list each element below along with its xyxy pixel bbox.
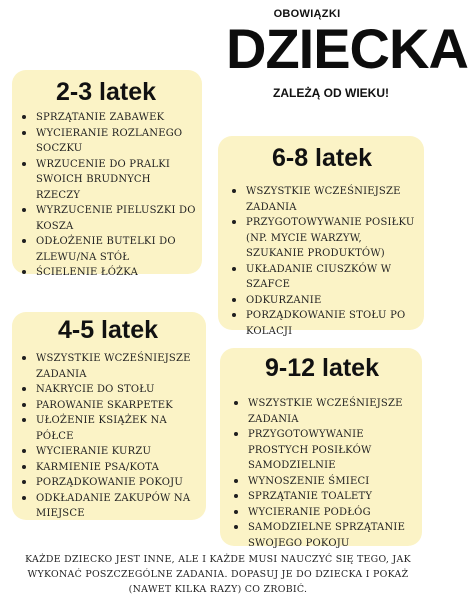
task-item: UŁOŻENIE KSIĄŻEK NA PÓŁCE bbox=[16, 413, 200, 444]
task-item: WSZYSTKIE WCZEŚNIEJSZE ZADANIA bbox=[226, 184, 418, 215]
task-item: PORZĄDKOWANIE STOŁU PO KOLACJI bbox=[226, 308, 418, 339]
age-box-4-5 bbox=[12, 312, 206, 520]
task-item: WRZUCENIE DO PRALKI SWOICH BRUDNYCH RZECZY bbox=[16, 157, 196, 204]
task-item: ODŁOŻENIE BUTELKI DO ZLEWU/NA STÓŁ bbox=[16, 234, 196, 265]
task-item: PRZYGOTOWYWANIE PROSTYCH POSIŁKÓW SAMODZIELNIE bbox=[228, 427, 416, 474]
task-item: WYCIERANIE KURZU bbox=[16, 444, 200, 460]
age-box-title: 2-3 latek bbox=[55, 78, 157, 106]
task-item: PORZĄDKOWANIE POKOJU bbox=[16, 475, 200, 491]
task-item: ODKURZANIE bbox=[226, 293, 418, 309]
task-item: WYNOSZENIE ŚMIECI bbox=[228, 474, 416, 490]
task-item: WYRZUCENIE PIELUSZKI DO KOSZA bbox=[16, 203, 196, 234]
task-item: SPRZĄTANIE ZABAWEK bbox=[16, 110, 196, 126]
age-box-6-8 bbox=[218, 136, 424, 337]
task-item: WYCIERANIE PODŁÓG bbox=[228, 505, 416, 521]
task-item: WSZYSTKIE WCZEŚNIEJSZE ZADANIA bbox=[16, 351, 200, 382]
header-top-text: OBOWIĄZKI bbox=[273, 8, 341, 20]
age-box-2-3 bbox=[12, 70, 202, 278]
task-item: PAROWANIE SKARPETEK bbox=[16, 398, 200, 414]
task-item: PRZYGOTOWYWANIE POSIŁKU (NP. MYCIE WARZYW, SZUKANIE PRODUKTÓW) bbox=[226, 215, 418, 262]
task-item: ŚCIELENIE ŁÓŻKA bbox=[16, 265, 196, 281]
age-box-title: 6-8 latek bbox=[271, 144, 373, 172]
task-item: SAMODZIELNE SPRZĄTANIE SWOJEGO POKOJU bbox=[228, 520, 416, 551]
header-subtitle: ZALEŻĄ OD WIEKU! bbox=[273, 86, 389, 100]
age-box-9-12 bbox=[220, 348, 422, 549]
footer-note: KAŻDE DZIECKO JEST INNE, ALE I KAŻDE MUSI NAUCZYĆ SIĘ TEGO, JAK WYKONAĆ POSZCZEGÓLNE ZADANIA. DOPASUJ JE DO DZIECKA I POKAŻ (NAWET KILKA RAZY) CO ZROBIĆ. bbox=[25, 554, 411, 595]
task-item: KARMIENIE PSA/KOTA bbox=[16, 460, 200, 476]
task-item: WSZYSTKIE WCZEŚNIEJSZE ZADANIA bbox=[228, 396, 416, 427]
task-item: NAKRYCIE DO STOŁU bbox=[16, 382, 200, 398]
age-box-title: 9-12 latek bbox=[265, 354, 379, 382]
page-title: DZIECKA bbox=[226, 17, 468, 80]
task-list bbox=[226, 184, 418, 339]
task-list bbox=[228, 396, 416, 551]
task-item: UKŁADANIE CIUSZKÓW W SZAFCE bbox=[226, 262, 418, 293]
task-item: SPRZĄTANIE TOALETY bbox=[228, 489, 416, 505]
task-list bbox=[16, 351, 200, 522]
task-item: WYCIERANIE ROZLANEGO SOCZKU bbox=[16, 126, 196, 157]
task-item: ODKŁADANIE ZAKUPÓW NA MIEJSCE bbox=[16, 491, 200, 522]
age-box-title: 4-5 latek bbox=[57, 316, 159, 344]
task-list bbox=[16, 110, 196, 281]
